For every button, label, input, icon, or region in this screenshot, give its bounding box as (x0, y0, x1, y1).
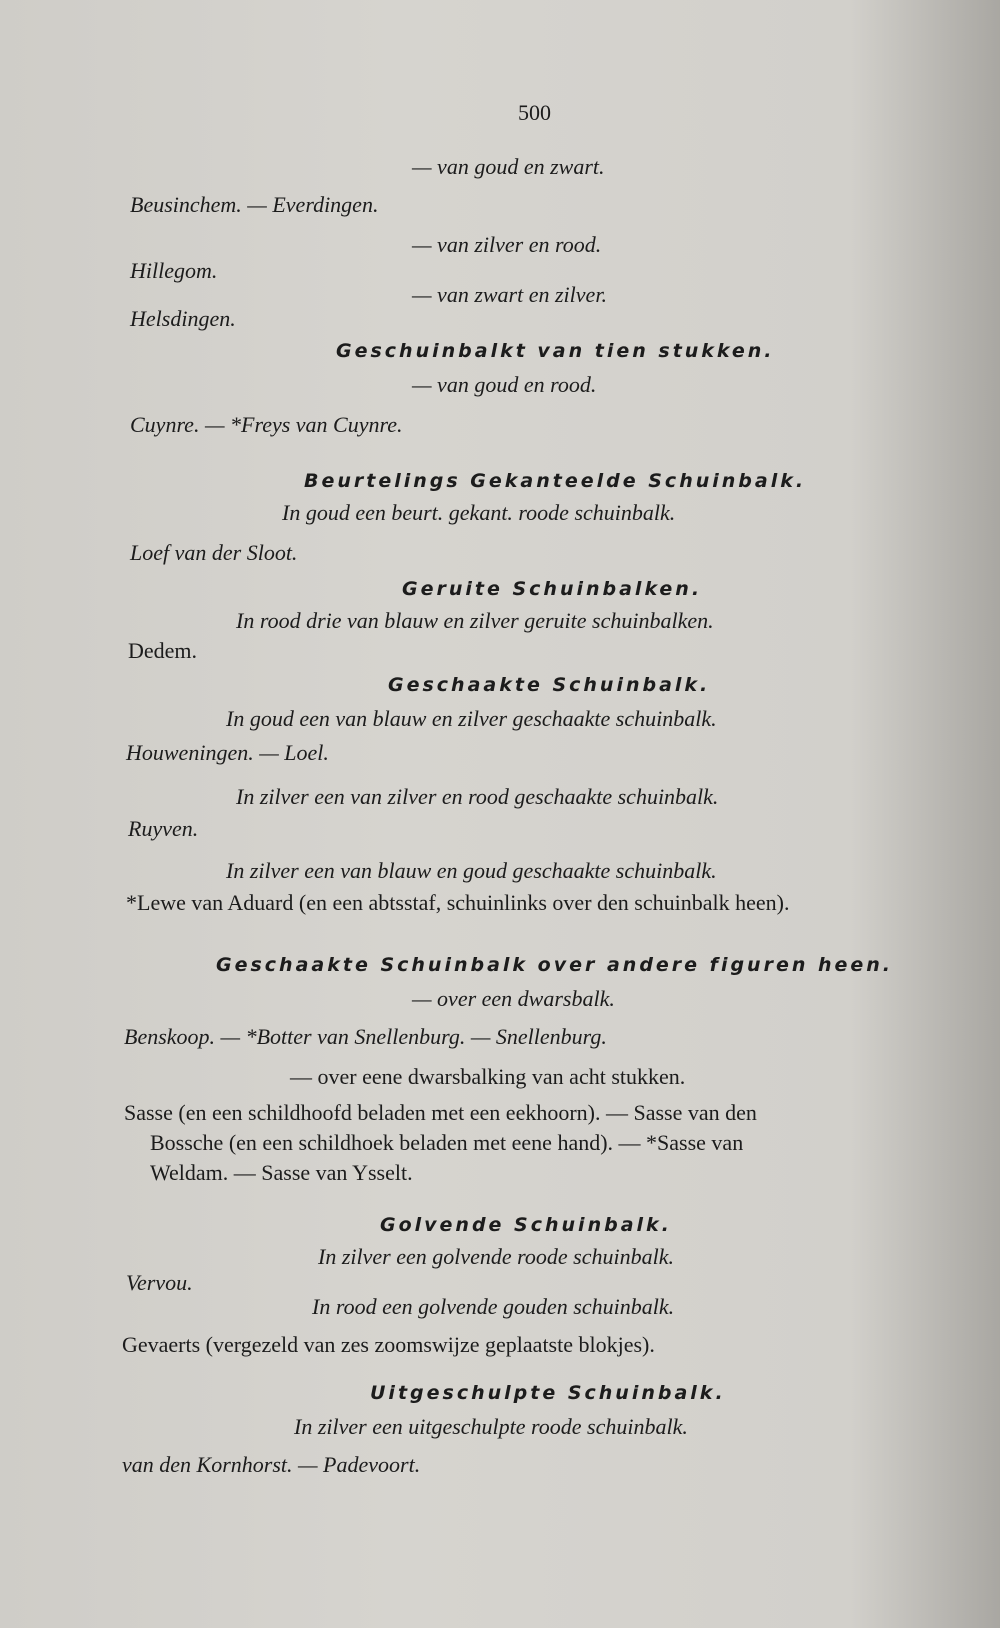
section-heading: Beurtelings Gekanteelde Schuinbalk. (304, 470, 807, 492)
text-line: Sasse (en een schildhoofd beladen met een eekhoorn). — Sasse van den (124, 1100, 757, 1125)
text-line: Vervou. (126, 1270, 193, 1295)
text-line: van den Kornhorst. — Padevoort. (122, 1452, 421, 1477)
section-heading: Geschaakte Schuinbalk. (388, 674, 711, 696)
text-line: Loef van der Sloot. (130, 540, 298, 565)
text-line: In zilver een van zilver en rood geschaakte schuinbalk. (236, 784, 719, 809)
text-line: Benskoop. — *Botter van Snellenburg. — Snellenburg. (124, 1024, 607, 1049)
text-line: — van zilver en rood. (412, 232, 602, 257)
text-line: In goud een beurt. gekant. roode schuinbalk. (282, 500, 676, 525)
text-line: Bossche (en een schildhoek beladen met eene hand). — *Sasse van (150, 1130, 744, 1155)
section-heading: Uitgeschulpte Schuinbalk. (370, 1382, 726, 1404)
section-heading: Geschuinbalkt van tien stukken. (336, 340, 775, 362)
text-line: — over een dwarsbalk. (412, 986, 615, 1011)
text-line: Weldam. — Sasse van Ysselt. (150, 1160, 413, 1185)
section-heading: Golvende Schuinbalk. (380, 1214, 672, 1236)
text-line: In zilver een golvende roode schuinbalk. (318, 1244, 674, 1269)
text-line: Gevaerts (vergezeld van zes zoomswijze geplaatste blokjes). (122, 1332, 655, 1357)
section-heading: Geschaakte Schuinbalk over andere figuren heen. (216, 954, 894, 976)
text-line: *Lewe van Aduard (en een abtsstaf, schuinlinks over den schuinbalk heen). (126, 890, 790, 915)
text-line: In rood een golvende gouden schuinbalk. (312, 1294, 675, 1319)
text-line: Beusinchem. — Everdingen. (130, 192, 379, 217)
text-line: — van zwart en zilver. (412, 282, 607, 307)
text-line: Dedem. (128, 638, 198, 663)
text-line: Houweningen. — Loel. (126, 740, 329, 765)
text-line: In zilver een uitgeschulpte roode schuinbalk. (294, 1414, 688, 1439)
page-number: 500 (518, 100, 551, 125)
text-line: Hillegom. (130, 258, 218, 283)
text-line: In rood drie van blauw en zilver geruite schuinbalken. (236, 608, 714, 633)
text-line: Cuynre. — *Freys van Cuynre. (130, 412, 403, 437)
text-line: In zilver een van blauw en goud geschaakte schuinbalk. (226, 858, 717, 883)
text-line: — van goud en rood. (412, 372, 597, 397)
section-heading: Geruite Schuinbalken. (402, 578, 703, 600)
text-line: In goud een van blauw en zilver geschaakte schuinbalk. (226, 706, 717, 731)
text-line: Helsdingen. (130, 306, 236, 331)
text-line: Ruyven. (128, 816, 199, 841)
text-line: — over eene dwarsbalking van acht stukken. (290, 1064, 686, 1089)
text-line: — van goud en zwart. (412, 154, 605, 179)
